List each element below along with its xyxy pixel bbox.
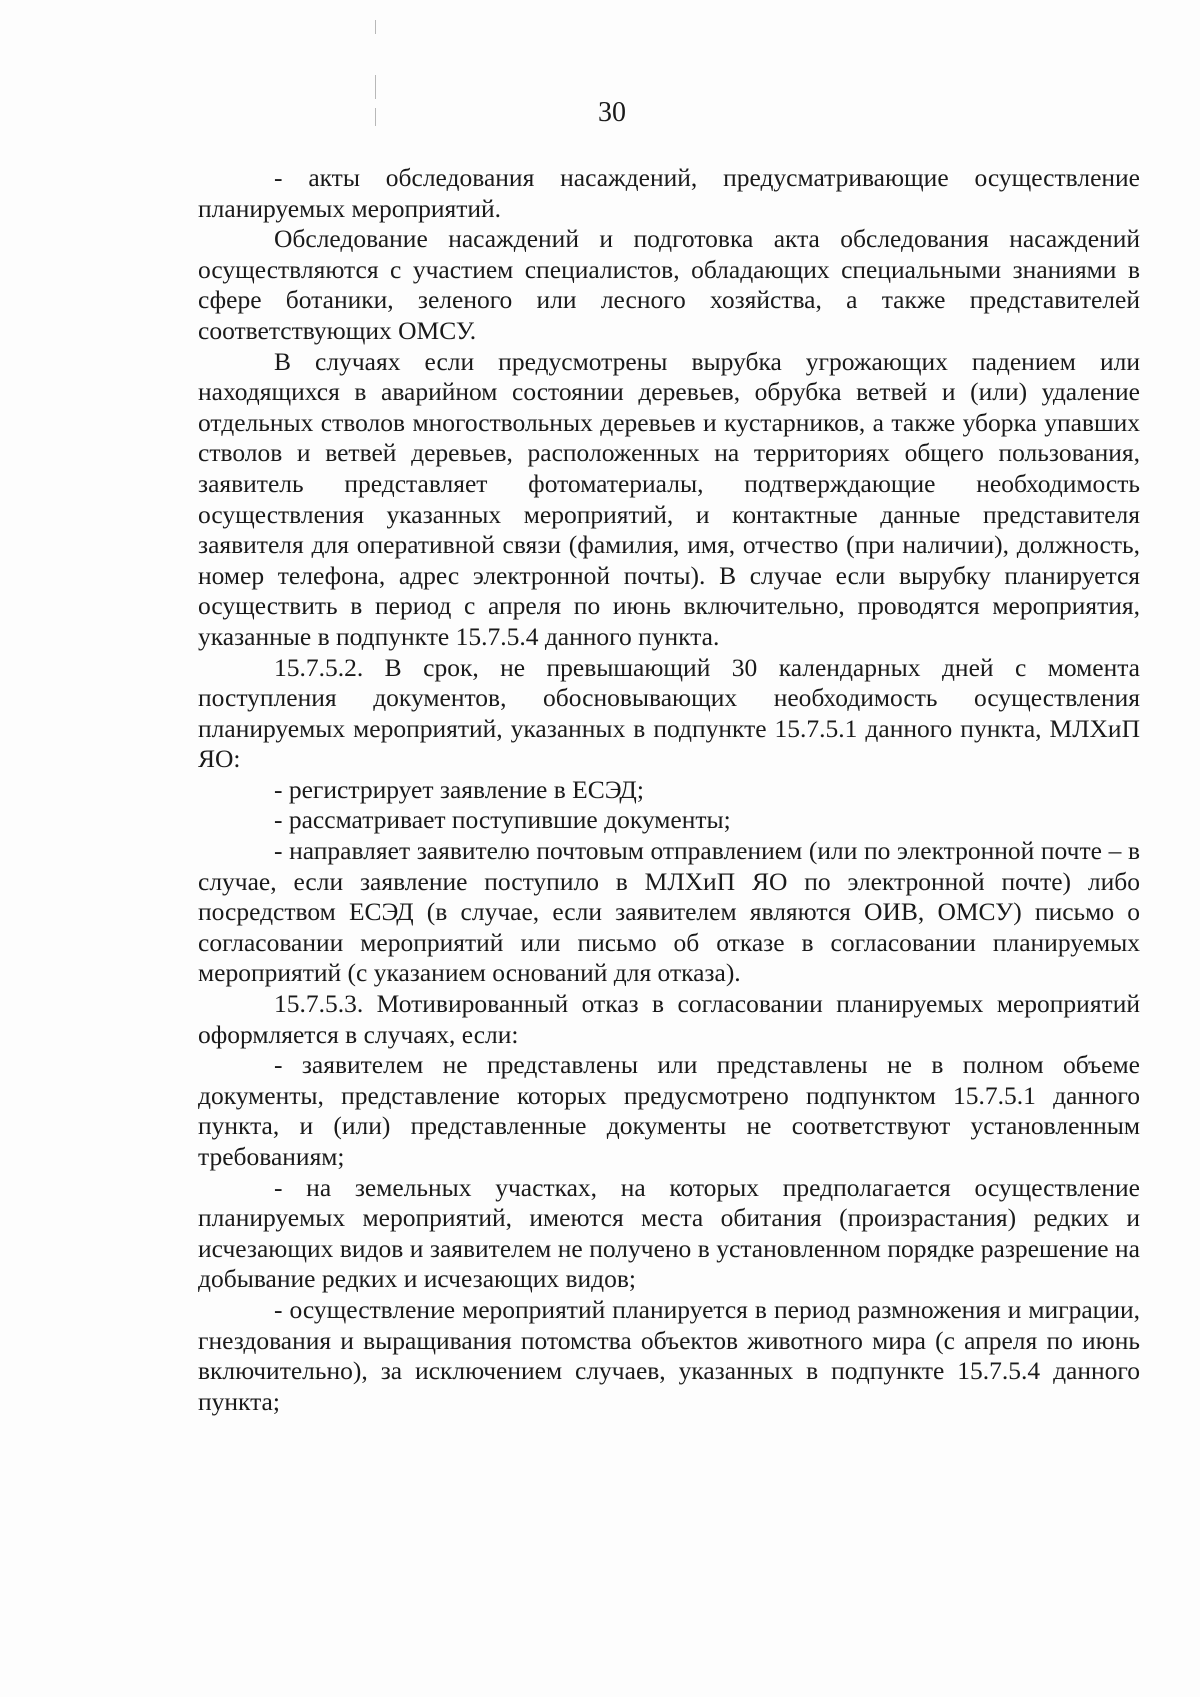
list-item-reviews: - рассматривает поступившие документы; xyxy=(274,805,731,835)
list-item-registers: - регистрирует заявление в ЕСЭД; xyxy=(274,774,644,804)
paragraph-emergency-cases: В случаях если предусмотрены вырубка угрожающих падением или находящихся в аварийном состоянии деревьев, обрубка ветвей и (или) удаление отдельных стволов многоствольных деревьев и кустарников, а также уборка упавших стволов и ветвей деревьев, расположенных на территориях общего пользования, заявитель представляет фотоматериалы, подтверждающие необходимость осуществления указанных мероприятий, и контактные данные представителя заявителя для оперативной связи (фамилия, имя, отчество (при наличии), должность, номер телефона, адрес электронной почты). В случае если вырубку планируется осуществить в период с апреля по июнь включительно, проводятся мероприятия, указанные в подпункте 15.7.5.4 данного пункта. xyxy=(198,346,1140,651)
list-item-missing-documents: - заявителем не представлены или представлены не в полном объеме документы, представление которых предусмотрено подпунктом 15.7.5.1 данного пункта, и (или) представленные документы не соответствуют установленным требованиям; xyxy=(198,1050,1140,1171)
paragraph-15-7-5-2: 15.7.5.2. В срок, не превышающий 30 календарных дней с момента поступления документов, обосновывающих необходимость осуществления планируемых мероприятий, указанных в подпункте 15.7.5.1 данного пункта, МЛХиП ЯО: xyxy=(198,652,1140,774)
list-item-breeding-period: - осуществление мероприятий планируется в период размножения и миграции, гнездования и выращивания потомства объектов животного мира (с апреля по июнь включительно), за исключением случаев, указанных в подпункте 15.7.5.4 данного пункта; xyxy=(198,1294,1140,1416)
list-item-rare-species: - на земельных участках, на которых предполагается осуществление планируемых мероприятий, имеются места обитания (произрастания) редких и исчезающих видов и заявителем не получено в установленном порядке разрешение на добывание редких и исчезающих видов; xyxy=(198,1172,1140,1294)
paragraph-15-7-5-3: 15.7.5.3. Мотивированный отказ в согласовании планируемых мероприятий оформляется в случаях, если: xyxy=(198,989,1140,1049)
list-item-sends-letter: - направляет заявителю почтовым отправлением (или по электронной почте – в случае, если заявление поступило в МЛХиП ЯО по электронной почте) либо посредством ЕСЭД (в случае, если заявителем являются ОИВ, ОМСУ) письмо о согласовании мероприятий или письмо об отказе в согласовании планируемых мероприятий (с указанием оснований для отказа). xyxy=(198,836,1140,988)
paragraph-acts-of-inspection: - акты обследования насаждений, предусматривающие осуществление планируемых мероприятий. xyxy=(198,163,1140,223)
page-number: 30 xyxy=(598,97,626,128)
scan-artifact-line xyxy=(375,20,376,34)
paragraph-inspection-participants: Обследование насаждений и подготовка акта обследования насаждений осуществляются с участием специалистов, обладающих специальными знаниями в сфере ботаники, зеленого или лесного хозяйства, а также представителей соответствующих ОМСУ. xyxy=(198,224,1140,345)
document-body xyxy=(198,163,1140,1417)
